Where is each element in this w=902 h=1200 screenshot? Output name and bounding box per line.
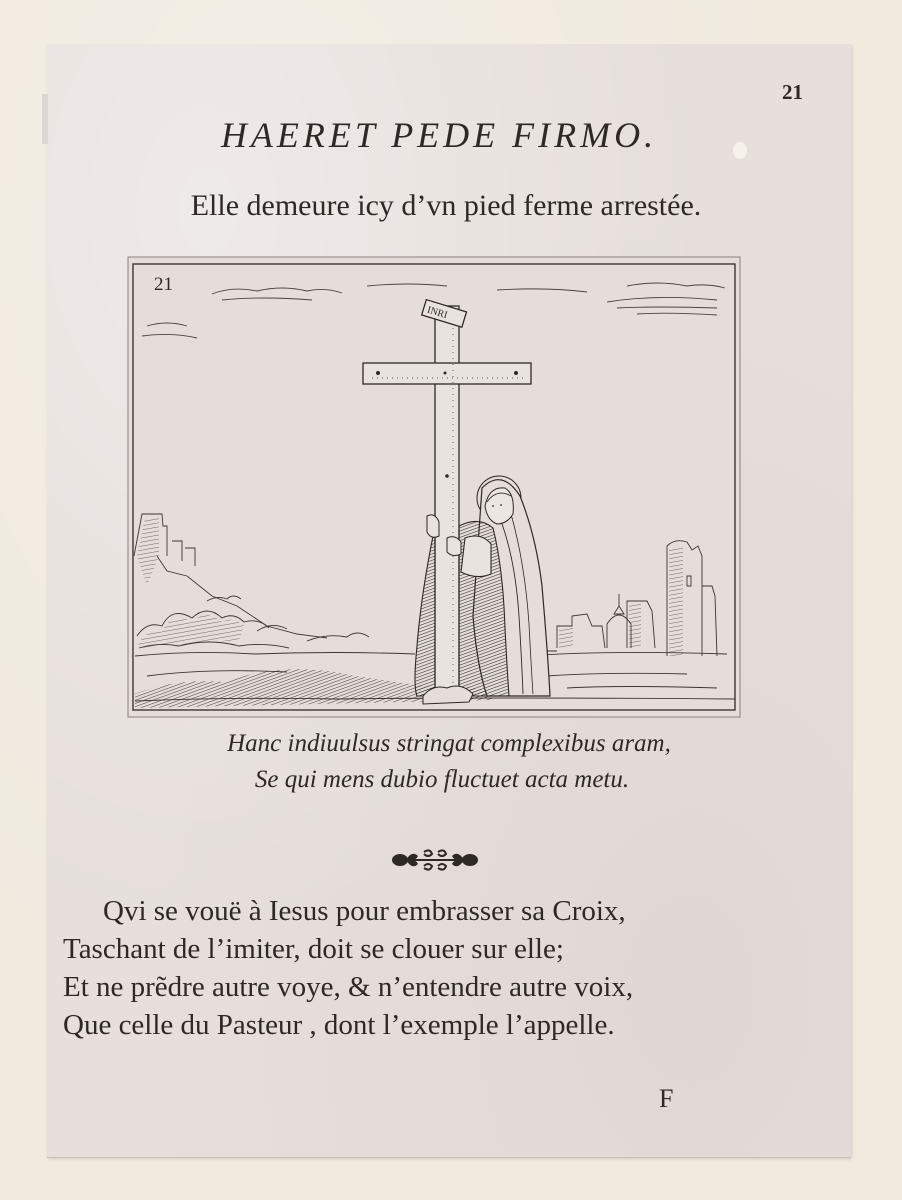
signature-mark: F — [659, 1084, 674, 1113]
french-verse-line-4: Que celle du Pasteur , dont l’exemple l’appelle. — [63, 1009, 615, 1041]
french-verse-line-3: Et ne prẽdre autre voye, & n’entendre autre voix, — [63, 971, 634, 1003]
latin-verse-line-1: Hanc indiuulsus stringat complexibus aram, — [227, 730, 671, 757]
folio-number: 21 — [782, 80, 803, 104]
engraving-illustration — [127, 256, 741, 718]
french-verse-line-1: Qvi se vouë à Iesus pour embrasser sa Croix, — [103, 895, 626, 927]
fleuron-icon — [390, 844, 480, 876]
french-verse — [63, 892, 843, 1044]
emblem-motto: HAERET PEDE FIRMO. — [220, 115, 658, 155]
plate-number: 21 — [154, 274, 173, 295]
print-page — [47, 44, 851, 1157]
french-verse-line-2: Taschant de l’imiter, doit se clouer sur elle; — [63, 933, 564, 965]
latin-verse-line-2: Se qui mens dubio fluctuet acta metu. — [254, 766, 630, 793]
french-caption: Elle demeure icy d’vn pied ferme arrestée. — [190, 189, 702, 222]
titulus-text: INRI — [425, 304, 449, 322]
engraving-plate — [127, 256, 741, 718]
